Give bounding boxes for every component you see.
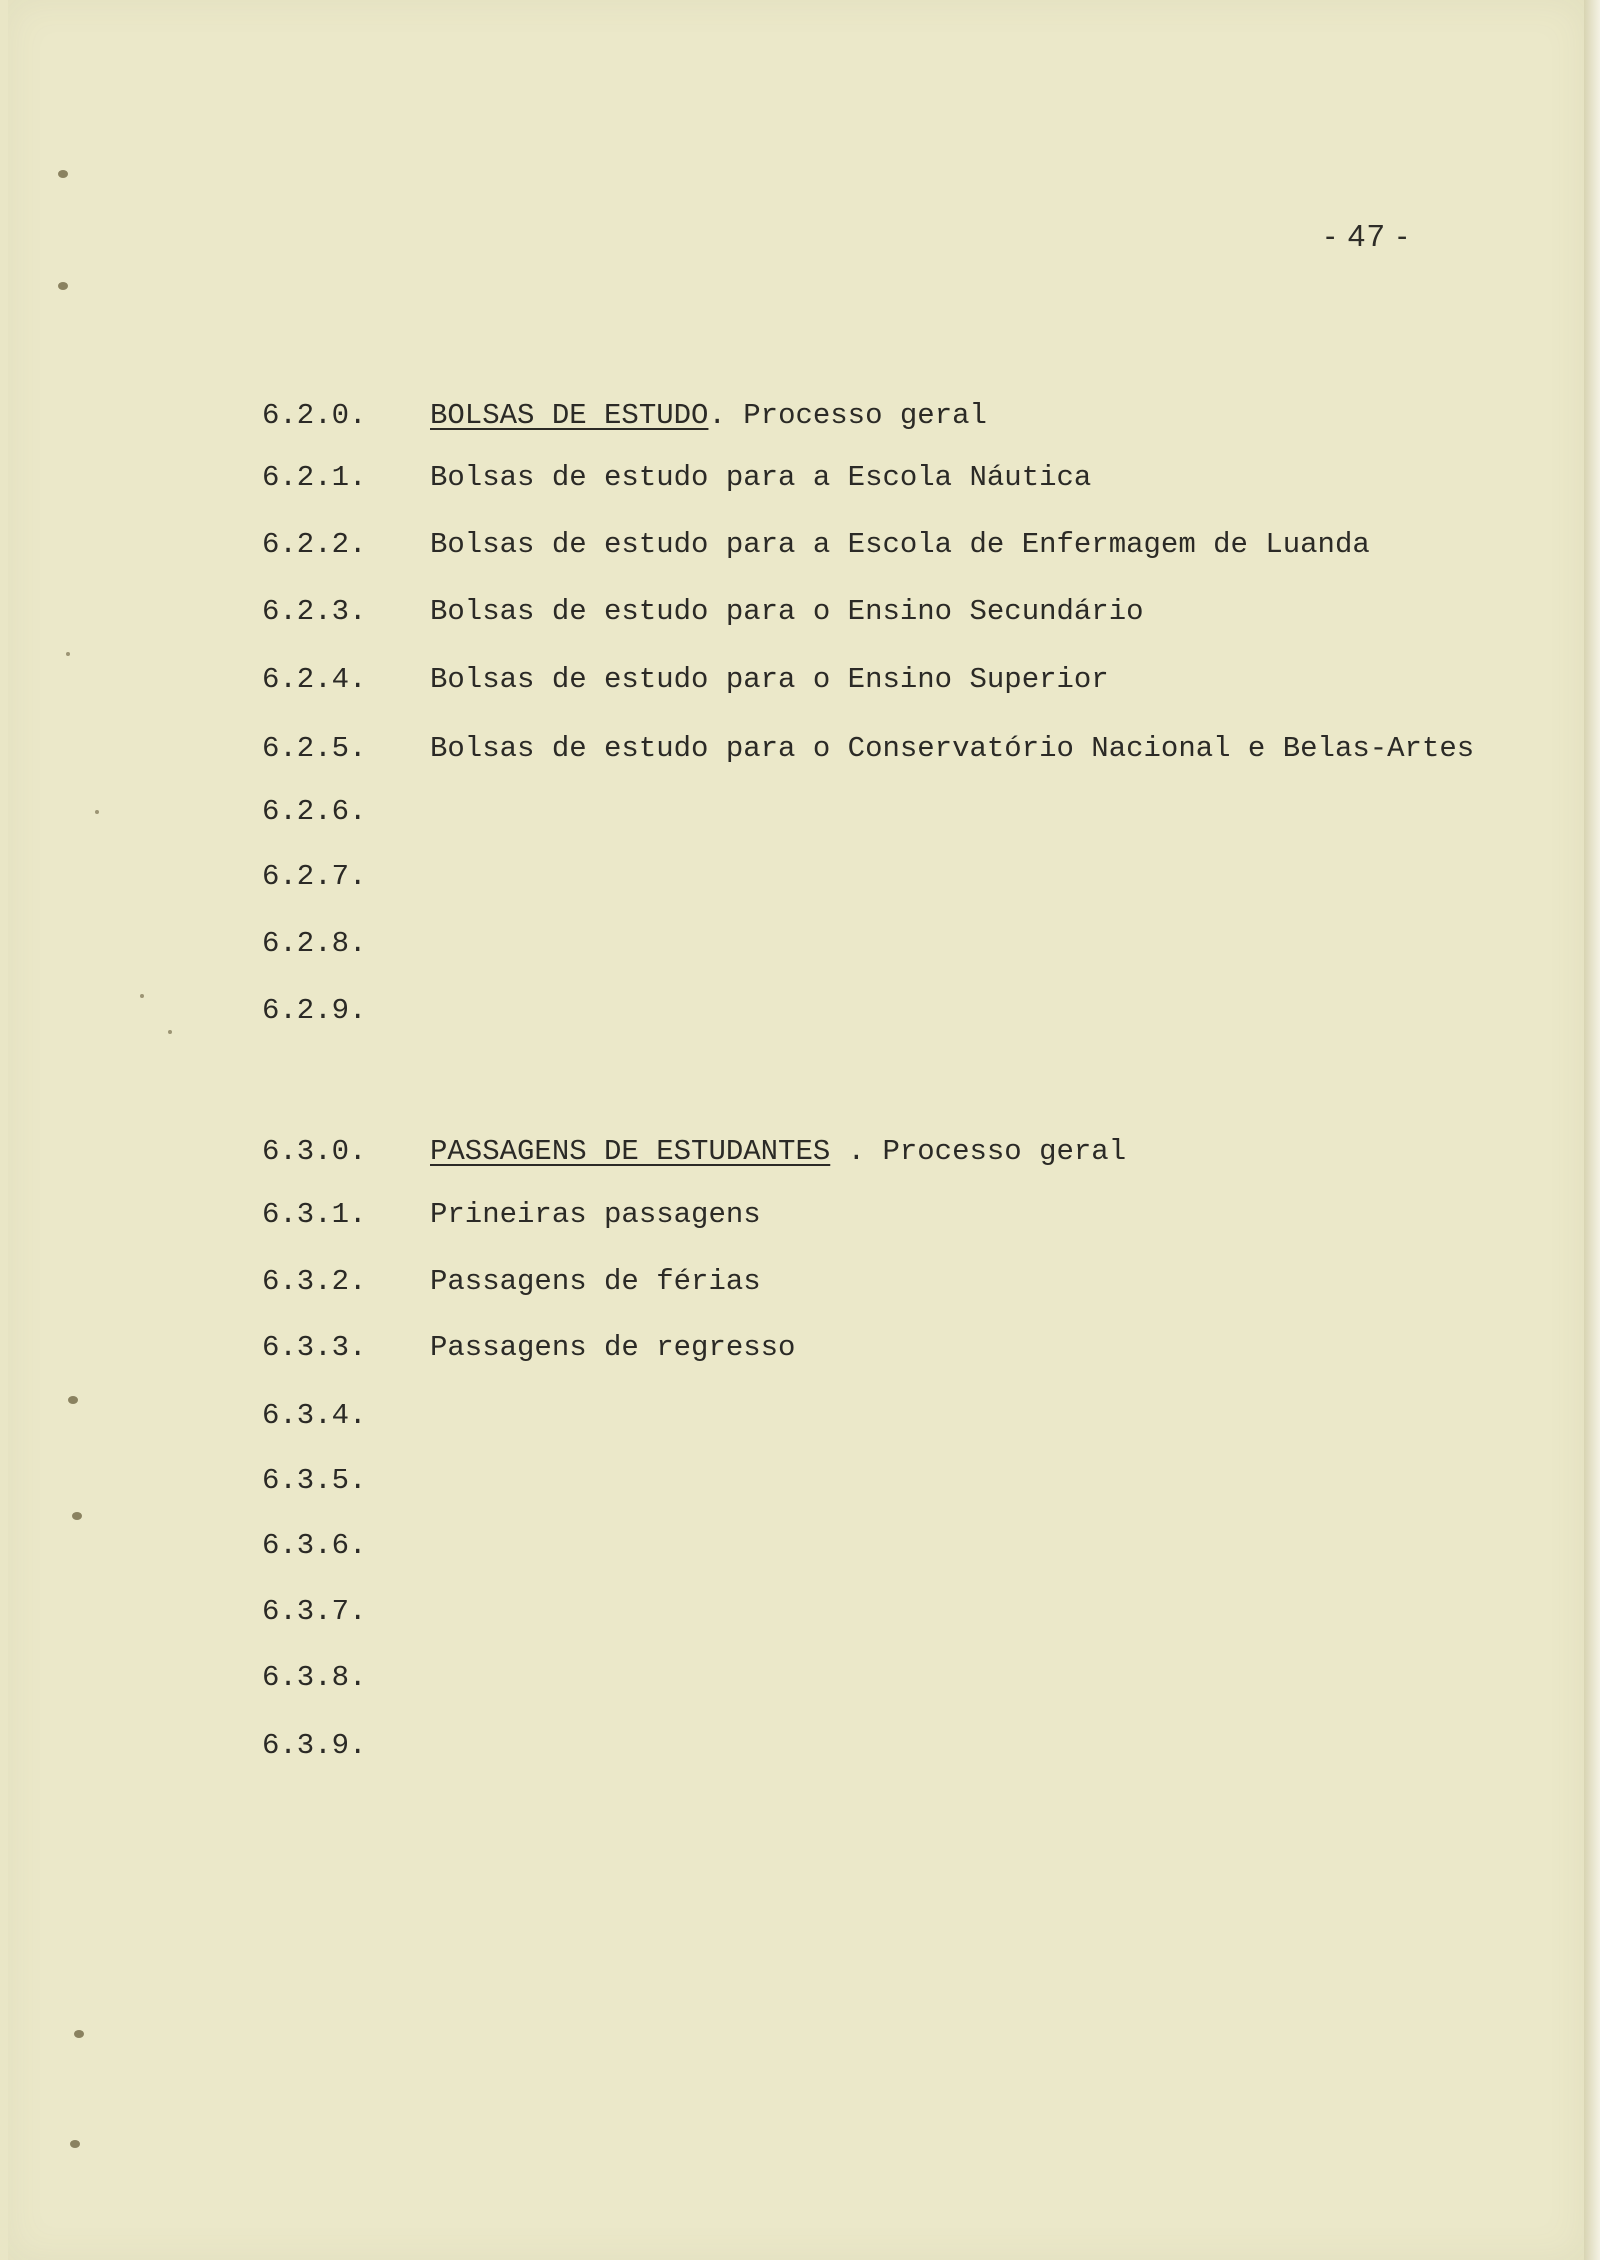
- list-row: [0, 592, 1600, 632]
- section-heading: [430, 1132, 1126, 1172]
- binder-mark: [58, 170, 68, 178]
- item-text: Bolsas de estudo para a Escola de Enfermagem de Luanda: [430, 528, 1370, 561]
- item-text: Bolsas de estudo para o Ensino Secundário: [430, 595, 1144, 628]
- item-code: 6.2.1.: [262, 461, 367, 494]
- list-row: [0, 1328, 1600, 1368]
- item-text: Bolsas de estudo para o Conservatório Nacional e Belas-Artes: [430, 732, 1475, 765]
- binder-mark: [70, 2140, 80, 2148]
- list-row: [0, 857, 1600, 897]
- item-text: Passagens de férias: [430, 1265, 761, 1298]
- heading-underlined: BOLSAS DE ESTUDO: [430, 399, 709, 432]
- list-row: [0, 729, 1600, 769]
- paper-sheet: [8, 0, 1584, 2260]
- binder-mark: [72, 1512, 82, 1520]
- list-row: [0, 396, 1600, 436]
- binder-mark: [58, 282, 68, 290]
- item-code: 6.2.5.: [262, 732, 367, 765]
- section-heading: [430, 396, 987, 436]
- list-row: [0, 1461, 1600, 1501]
- list-row: [0, 1526, 1600, 1566]
- binder-mark: [74, 2030, 84, 2038]
- item-code: 6.3.1.: [262, 1198, 367, 1231]
- item-code: 6.3.7.: [262, 1595, 367, 1628]
- list-row: [0, 1195, 1600, 1235]
- item-code: 6.2.7.: [262, 860, 367, 893]
- item-code: 6.2.0.: [262, 399, 367, 432]
- item-code: 6.2.3.: [262, 595, 367, 628]
- item-code: 6.3.2.: [262, 1265, 367, 1298]
- heading-suffix: . Processo geral: [708, 399, 987, 432]
- list-row: [0, 1262, 1600, 1302]
- list-row: [0, 458, 1600, 498]
- item-code: 6.2.4.: [262, 663, 367, 696]
- item-code: 6.2.8.: [262, 927, 367, 960]
- list-row: [0, 1396, 1600, 1436]
- item-code: 6.3.9.: [262, 1729, 367, 1762]
- list-row: [0, 1726, 1600, 1766]
- item-text: Bolsas de estudo para a Escola Náutica: [430, 461, 1092, 494]
- list-row: [0, 991, 1600, 1031]
- list-row: [0, 1592, 1600, 1632]
- item-code: 6.2.2.: [262, 528, 367, 561]
- item-code: 6.3.0.: [262, 1135, 367, 1168]
- item-code: 6.3.6.: [262, 1529, 367, 1562]
- list-row: [0, 660, 1600, 700]
- list-row: [0, 525, 1600, 565]
- paper-speck: [66, 652, 70, 656]
- list-row: [0, 1132, 1600, 1172]
- item-code: 6.2.9.: [262, 994, 367, 1027]
- item-code: 6.3.4.: [262, 1399, 367, 1432]
- page-number: - 47 -: [1325, 218, 1410, 253]
- list-row: [0, 924, 1600, 964]
- list-row: [0, 1658, 1600, 1698]
- item-code: 6.3.5.: [262, 1464, 367, 1497]
- heading-suffix: . Processo geral: [830, 1135, 1127, 1168]
- item-code: 6.3.8.: [262, 1661, 367, 1694]
- item-text: Prineiras passagens: [430, 1198, 761, 1231]
- paper-edge: [1584, 0, 1600, 2260]
- list-row: [0, 792, 1600, 832]
- heading-underlined: PASSAGENS DE ESTUDANTES: [430, 1135, 831, 1168]
- item-code: 6.3.3.: [262, 1331, 367, 1364]
- item-text: Bolsas de estudo para o Ensino Superior: [430, 663, 1109, 696]
- item-text: Passagens de regresso: [430, 1331, 796, 1364]
- item-code: 6.2.6.: [262, 795, 367, 828]
